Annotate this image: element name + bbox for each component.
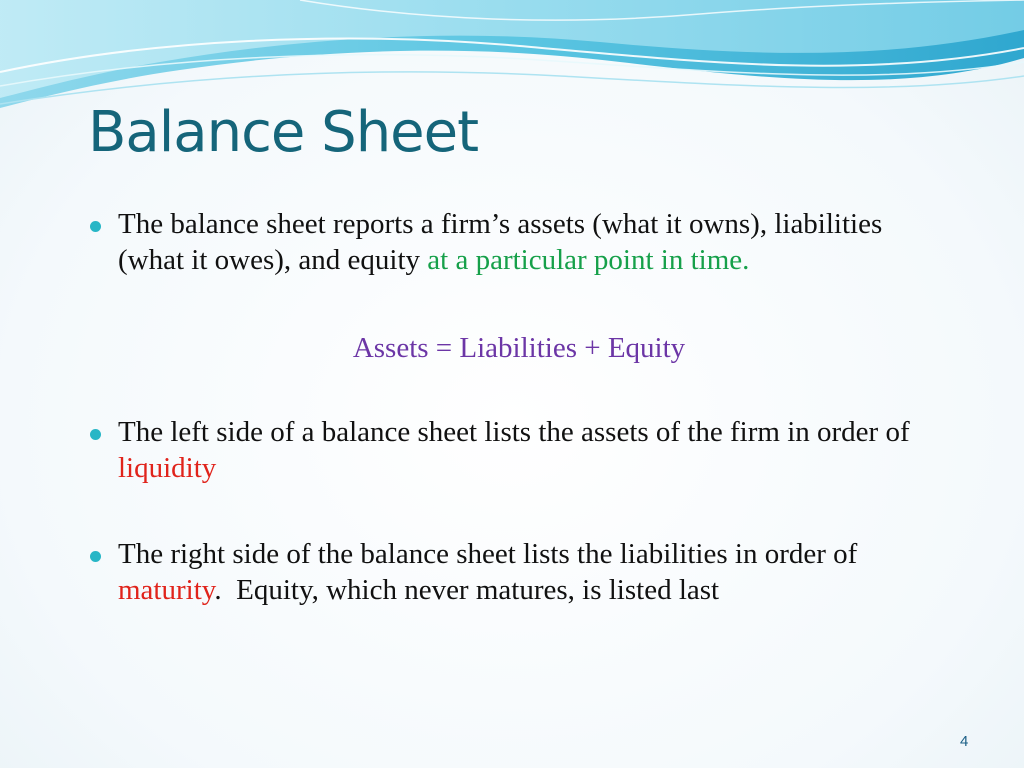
- bullet-marker-icon: [90, 429, 101, 440]
- bullet-marker-icon: [90, 221, 101, 232]
- bullet-text: The right side of the balance sheet lists the liabilities in order of: [118, 538, 858, 570]
- slide-body: [90, 206, 920, 608]
- accounting-equation: Assets = Liabilities + Equity: [352, 332, 686, 364]
- highlight-maturity: maturity: [118, 574, 215, 606]
- bullet-marker-icon: [90, 551, 101, 562]
- highlight-point-in-time: at a particular point in time.: [427, 244, 750, 276]
- bullet-text-continued: . Equity, which never matures, is listed last: [214, 574, 720, 606]
- bullet-text: The left side of a balance sheet lists the assets of the firm in order of: [118, 416, 910, 448]
- bullet-balance-sheet-definition: [90, 206, 920, 278]
- bullet-right-side: [90, 536, 920, 608]
- highlight-liquidity: liquidity: [118, 452, 217, 484]
- bullet-text: The balance sheet reports a firm’s assets (what it owns), liabilities (what it owes), and equity: [118, 208, 883, 276]
- bullet-left-side: [90, 414, 920, 486]
- page-number: 4: [960, 733, 969, 750]
- slide-title: Balance Sheet: [88, 100, 479, 165]
